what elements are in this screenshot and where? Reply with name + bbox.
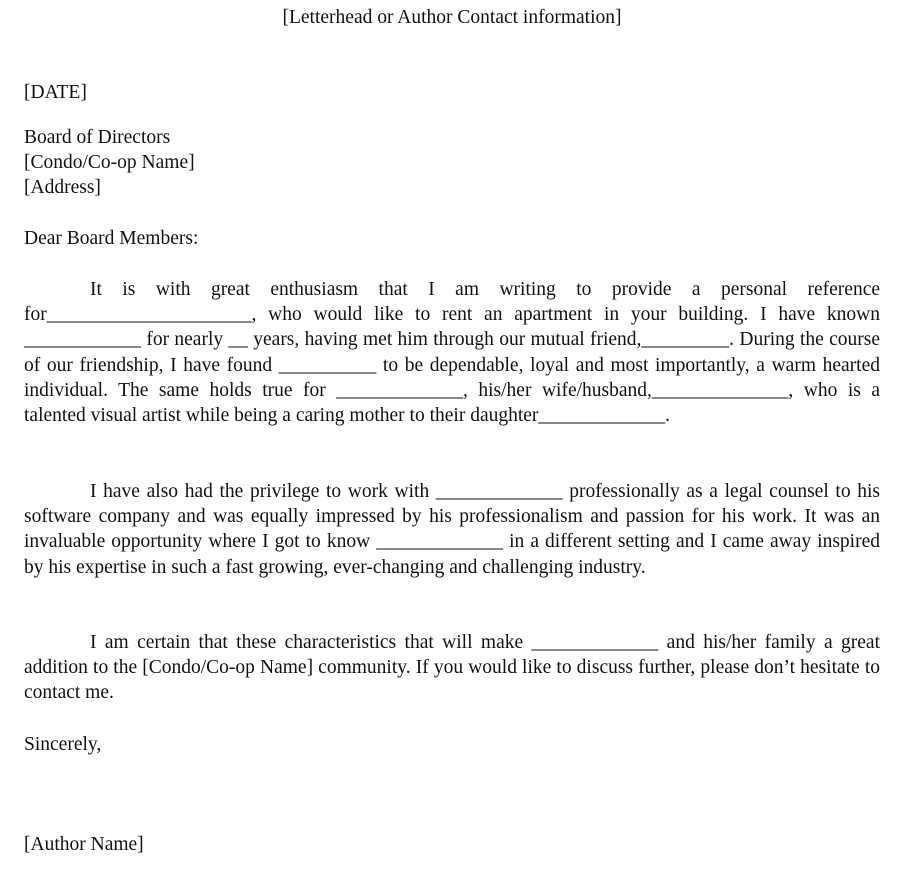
recipient-line-1: Board of Directors (24, 127, 171, 148)
recipient-line-2: [Condo/Co-op Name] (24, 152, 195, 174)
salutation: Dear Board Members: (24, 228, 199, 249)
letterhead: [Letterhead or Author Contact information] (282, 7, 622, 28)
recipient-address (24, 125, 880, 201)
recipient-line-3: [Address] (24, 177, 101, 199)
closing: Sincerely, (24, 734, 102, 755)
body-paragraph-2: I have also had the privilege to work with _____________ professionally as a legal counsel to his software company and was equally impressed by his professionalism and passion for his work. It was an invaluable opportunity where I got to know _____________ in a different setting and I came away inspired by his expertise in such a fast growing, ever-changing and challenging industry. (24, 481, 880, 578)
body-paragraph-3: I am certain that these characteristics that will make _____________ and his/her family a great addition to the [Condo/Co-op Name] community. If you would like to discuss further, please don’t hesitate to contact me. (24, 632, 880, 704)
body-paragraph-1: It is with great enthusiasm that I am writing to provide a personal reference for_____________________, who would like to rent an apartment in your building. I have known ____________ for nearly __ years, having met him through our mutual friend,_________. During the course of our friendship, I have found __________ to be dependable, loyal and most importantly, a warm hearted individual. The same holds true for _____________, his/her wife/husband,______________, who is a talented visual artist while being a caring mother to their daughter_____________. (24, 279, 880, 427)
date-line: [DATE] (24, 82, 87, 103)
author-name: [Author Name] (24, 834, 144, 855)
